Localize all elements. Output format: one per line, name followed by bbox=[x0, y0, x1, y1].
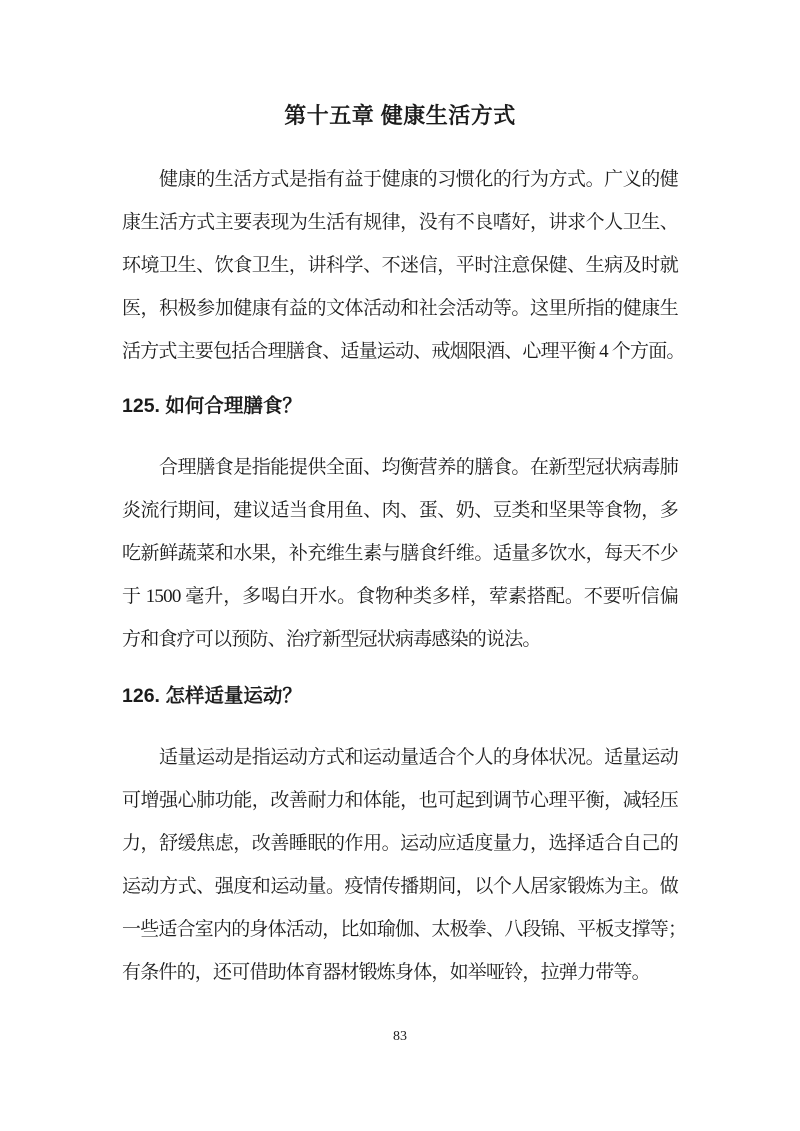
q126-answer-paragraph bbox=[122, 736, 687, 994]
text-line: 力，舒缓焦虑，改善睡眠的作用。运动应适度量力，选择适合自己的 bbox=[122, 833, 678, 854]
text-line: 有条件的，还可借助体育器材锻炼身体，如举哑铃，拉弹力带等。 bbox=[122, 962, 650, 983]
chapter-title: 第十五章 健康生活方式 bbox=[284, 103, 516, 128]
text-line: 一些适合室内的身体活动，比如瑜伽、太极拳、八段锦、平板支撑等； bbox=[122, 919, 687, 940]
text-line: 适量运动是指运动方式和运动量适合个人的身体状况。适量运动 bbox=[159, 747, 678, 768]
text-line: 活方式主要包括合理膳食、适量运动、戒烟限酒、心理平衡 4 个方面。 bbox=[122, 341, 685, 362]
question-heading-125: 125. 如何合理膳食？ bbox=[122, 395, 302, 417]
text-line: 康生活方式主要表现为生活有规律，没有不良嗜好，讲求个人卫生、 bbox=[122, 212, 678, 233]
question-heading-126: 126. 怎样适量运动？ bbox=[122, 685, 302, 707]
text-line: 炎流行期间，建议适当食用鱼、肉、蛋、奶、豆类和坚果等食物，多 bbox=[122, 500, 678, 521]
intro-paragraph bbox=[122, 158, 685, 373]
text-line: 吃新鲜蔬菜和水果，补充维生素与膳食纤维。适量多饮水，每天不少 bbox=[122, 543, 678, 564]
text-line: 医，积极参加健康有益的文体活动和社会活动等。这里所指的健康生 bbox=[122, 298, 678, 319]
text-line: 方和食疗可以预防、治疗新型冠状病毒感染的说法。 bbox=[122, 629, 541, 650]
page-number: 83 bbox=[393, 1029, 407, 1044]
text-line: 可增强心肺功能，改善耐力和体能，也可起到调节心理平衡，减轻压 bbox=[122, 790, 678, 811]
text-line: 于 1500 毫升，多喝白开水。食物种类多样，荤素搭配。不要听信偏 bbox=[122, 586, 678, 607]
text-line: 健康的生活方式是指有益于健康的习惯化的行为方式。广义的健 bbox=[159, 169, 678, 190]
text-line: 运动方式、强度和运动量。疫情传播期间，以个人居家锻炼为主。做 bbox=[122, 876, 678, 897]
text-line: 合理膳食是指能提供全面、均衡营养的膳食。在新型冠状病毒肺 bbox=[159, 457, 678, 478]
q125-answer-paragraph bbox=[122, 446, 678, 661]
text-line: 环境卫生、饮食卫生，讲科学、不迷信，平时注意保健、生病及时就 bbox=[122, 255, 678, 276]
